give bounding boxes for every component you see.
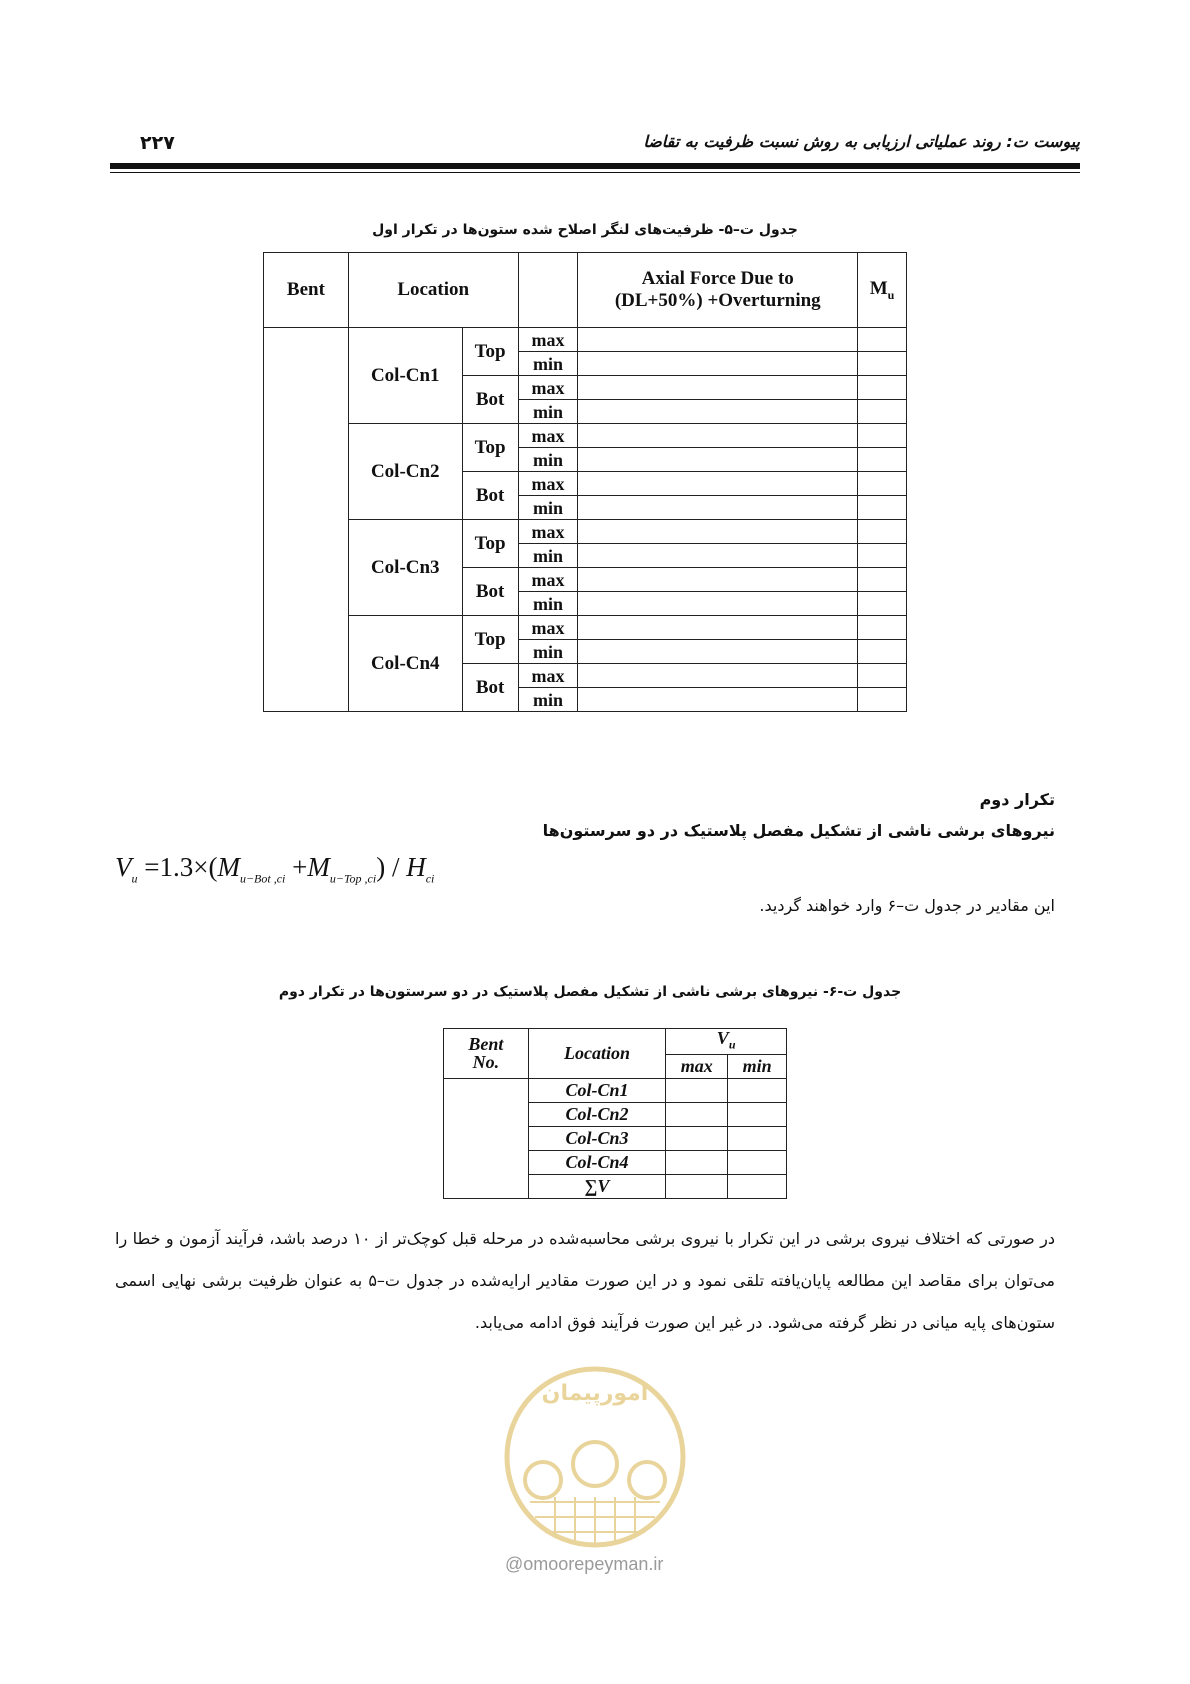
formula-m2: M — [307, 852, 330, 882]
limit-header — [518, 253, 578, 328]
note-paragraph: این مقادیر در جدول ت–۶ وارد خواهند گردید. — [759, 896, 1055, 915]
mu-cell — [858, 352, 907, 376]
location-cell: Col-Cn3 — [348, 520, 462, 616]
section-subtitle: نیروهای برشی ناشی از تشکیل مفصل پلاستیک در دو سرستون‌ها — [542, 821, 1055, 840]
limit-cell: max — [518, 568, 578, 592]
gear-left-icon — [525, 1462, 561, 1498]
position-cell: Top — [462, 424, 518, 472]
max-cell — [666, 1174, 728, 1198]
bent-no-line2: No. — [472, 1052, 500, 1073]
axial-force-cell — [578, 328, 858, 352]
table5-header-row — [264, 253, 907, 328]
limit-cell: max — [518, 520, 578, 544]
mu-cell — [858, 592, 907, 616]
position-cell: Top — [462, 520, 518, 568]
min-cell — [728, 1078, 787, 1102]
mu-cell — [858, 664, 907, 688]
table-row — [264, 424, 907, 448]
mu-cell — [858, 496, 907, 520]
bent-no-line1: Bent — [468, 1034, 504, 1055]
mu-cell — [858, 328, 907, 352]
formula-close: ) / — [376, 852, 407, 882]
gear-right-icon — [629, 1462, 665, 1498]
section-title: تکرار دوم — [979, 790, 1055, 809]
table5-caption: جدول ت–۵- ظرفیت‌های لنگر اصلاح شده ستون‌ها در تکرار اول — [372, 222, 798, 238]
gear-icon — [573, 1442, 617, 1486]
max-cell — [666, 1102, 728, 1126]
table6-caption: جدول ت-۶- نیروهای برشی ناشی از تشکیل مفصل پلاستیک در دو سرستون‌ها در تکرار دوم — [278, 984, 902, 1000]
page-number: ۲۲۷ — [140, 132, 175, 154]
location-header: Location — [348, 253, 518, 328]
axial-force-cell — [578, 496, 858, 520]
axial-force-header — [578, 253, 858, 328]
axial-force-header-line1: Axial Force Due to — [641, 268, 794, 289]
position-cell: Top — [462, 616, 518, 664]
mu-cell — [858, 376, 907, 400]
formula-v: V — [115, 852, 132, 882]
vu-header-base: V — [716, 1028, 729, 1048]
mu-cell — [858, 424, 907, 448]
axial-force-cell — [578, 520, 858, 544]
limit-cell: min — [518, 352, 578, 376]
max-cell — [666, 1126, 728, 1150]
location-cell: Col-Cn3 — [528, 1126, 666, 1150]
table-row — [264, 328, 907, 352]
axial-force-cell — [578, 688, 858, 712]
table-row — [444, 1078, 787, 1102]
header-rule-thin — [110, 172, 1080, 173]
mu-cell — [858, 544, 907, 568]
limit-cell: min — [518, 640, 578, 664]
location-header: Location — [528, 1029, 666, 1079]
table-row — [264, 616, 907, 640]
watermark-url: @omoorepeyman.ir — [505, 1554, 664, 1574]
limit-cell: min — [518, 400, 578, 424]
axial-force-cell — [578, 592, 858, 616]
position-cell: Bot — [462, 376, 518, 424]
axial-force-cell — [578, 400, 858, 424]
mu-header-base: M — [869, 277, 888, 299]
bent-no-header — [444, 1029, 529, 1079]
limit-cell: max — [518, 616, 578, 640]
formula-h-sub: ci — [425, 871, 435, 886]
limit-cell: min — [518, 496, 578, 520]
formula-eq: =1.3×( — [137, 852, 218, 882]
watermark-logo-text: امورپیمان — [541, 1381, 649, 1406]
axial-force-cell — [578, 664, 858, 688]
min-cell — [728, 1126, 787, 1150]
axial-force-header-line2: (DL+50%) +Overturning — [614, 290, 821, 311]
location-cell: Col-Cn2 — [348, 424, 462, 520]
axial-force-cell — [578, 472, 858, 496]
axial-force-cell — [578, 640, 858, 664]
axial-force-cell — [578, 352, 858, 376]
table6 — [443, 1028, 787, 1199]
axial-force-cell — [578, 376, 858, 400]
max-header: max — [666, 1054, 728, 1078]
mu-header-sub: u — [887, 287, 895, 302]
mu-header — [858, 253, 907, 328]
formula-v-sub: u — [131, 871, 138, 886]
min-header: min — [728, 1054, 787, 1078]
limit-cell: min — [518, 592, 578, 616]
table5-body — [264, 328, 907, 712]
limit-cell: max — [518, 376, 578, 400]
location-cell: Col-Cn1 — [528, 1078, 666, 1102]
table6-header-row1 — [444, 1029, 787, 1055]
limit-cell: min — [518, 688, 578, 712]
mu-cell — [858, 400, 907, 424]
min-cell — [728, 1150, 787, 1174]
limit-cell: max — [518, 424, 578, 448]
limit-cell: max — [518, 328, 578, 352]
min-cell — [728, 1174, 787, 1198]
limit-cell: max — [518, 664, 578, 688]
bent-header: Bent — [264, 253, 349, 328]
body-paragraph: در صورتی که اختلاف نیروی برشی در این تکرار با نیروی برشی محاسبه‌شده در مرحله قبل کوچک‌تر از ۱۰ درصد باشد، فرآیند آزمون و خطا را می‌توان برای مقاصد این مطالعه پایان‌یافته تلقی نمود و در این صورت مقادیر ارایه‌شده در جدول ت–۵ به عنوان ظرفیت برشی نهایی اسمی ستون‌های پایه میانی در نظر گرفته می‌شود. در غیر این صورت فرآیند فوق ادامه می‌یابد. — [115, 1229, 1056, 1332]
mu-cell — [858, 568, 907, 592]
max-cell — [666, 1150, 728, 1174]
mu-cell — [858, 640, 907, 664]
axial-force-cell — [578, 424, 858, 448]
vu-header — [666, 1029, 787, 1055]
mu-cell — [858, 520, 907, 544]
position-cell: Bot — [462, 568, 518, 616]
limit-cell: min — [518, 544, 578, 568]
vu-header-sub: u — [728, 1037, 736, 1052]
location-cell: Col-Cn2 — [528, 1102, 666, 1126]
header-rule — [110, 163, 1080, 169]
location-cell: Col-Cn4 — [348, 616, 462, 712]
bent-cell — [264, 328, 349, 712]
min-cell — [728, 1102, 787, 1126]
formula-plus: + — [285, 852, 308, 882]
mu-cell — [858, 472, 907, 496]
table-row — [264, 520, 907, 544]
formula-h: H — [406, 852, 426, 882]
formula-m2-sub: u−Top ,ci — [329, 871, 377, 886]
mu-cell — [858, 688, 907, 712]
shear-formula — [115, 852, 434, 886]
watermark-logo — [495, 1352, 695, 1572]
axial-force-cell — [578, 448, 858, 472]
building-grid-icon — [530, 1497, 660, 1544]
max-cell — [666, 1078, 728, 1102]
formula-m1-sub: u−Bot ,ci — [239, 871, 286, 886]
table5 — [263, 252, 907, 712]
running-title: پیوست ت: روند عملیاتی ارزیابی به روش نسبت ظرفیت به تقاضا — [643, 132, 1080, 151]
location-cell: Col-Cn4 — [528, 1150, 666, 1174]
table6-body — [444, 1078, 787, 1198]
axial-force-cell — [578, 616, 858, 640]
location-cell: ∑V — [528, 1174, 666, 1198]
bent-no-cell — [444, 1078, 529, 1198]
position-cell: Bot — [462, 664, 518, 712]
axial-force-cell — [578, 544, 858, 568]
limit-cell: max — [518, 472, 578, 496]
position-cell: Bot — [462, 472, 518, 520]
location-cell: Col-Cn1 — [348, 328, 462, 424]
limit-cell: min — [518, 448, 578, 472]
mu-cell — [858, 448, 907, 472]
formula-m1: M — [217, 852, 240, 882]
position-cell: Top — [462, 328, 518, 376]
axial-force-cell — [578, 568, 858, 592]
mu-cell — [858, 616, 907, 640]
